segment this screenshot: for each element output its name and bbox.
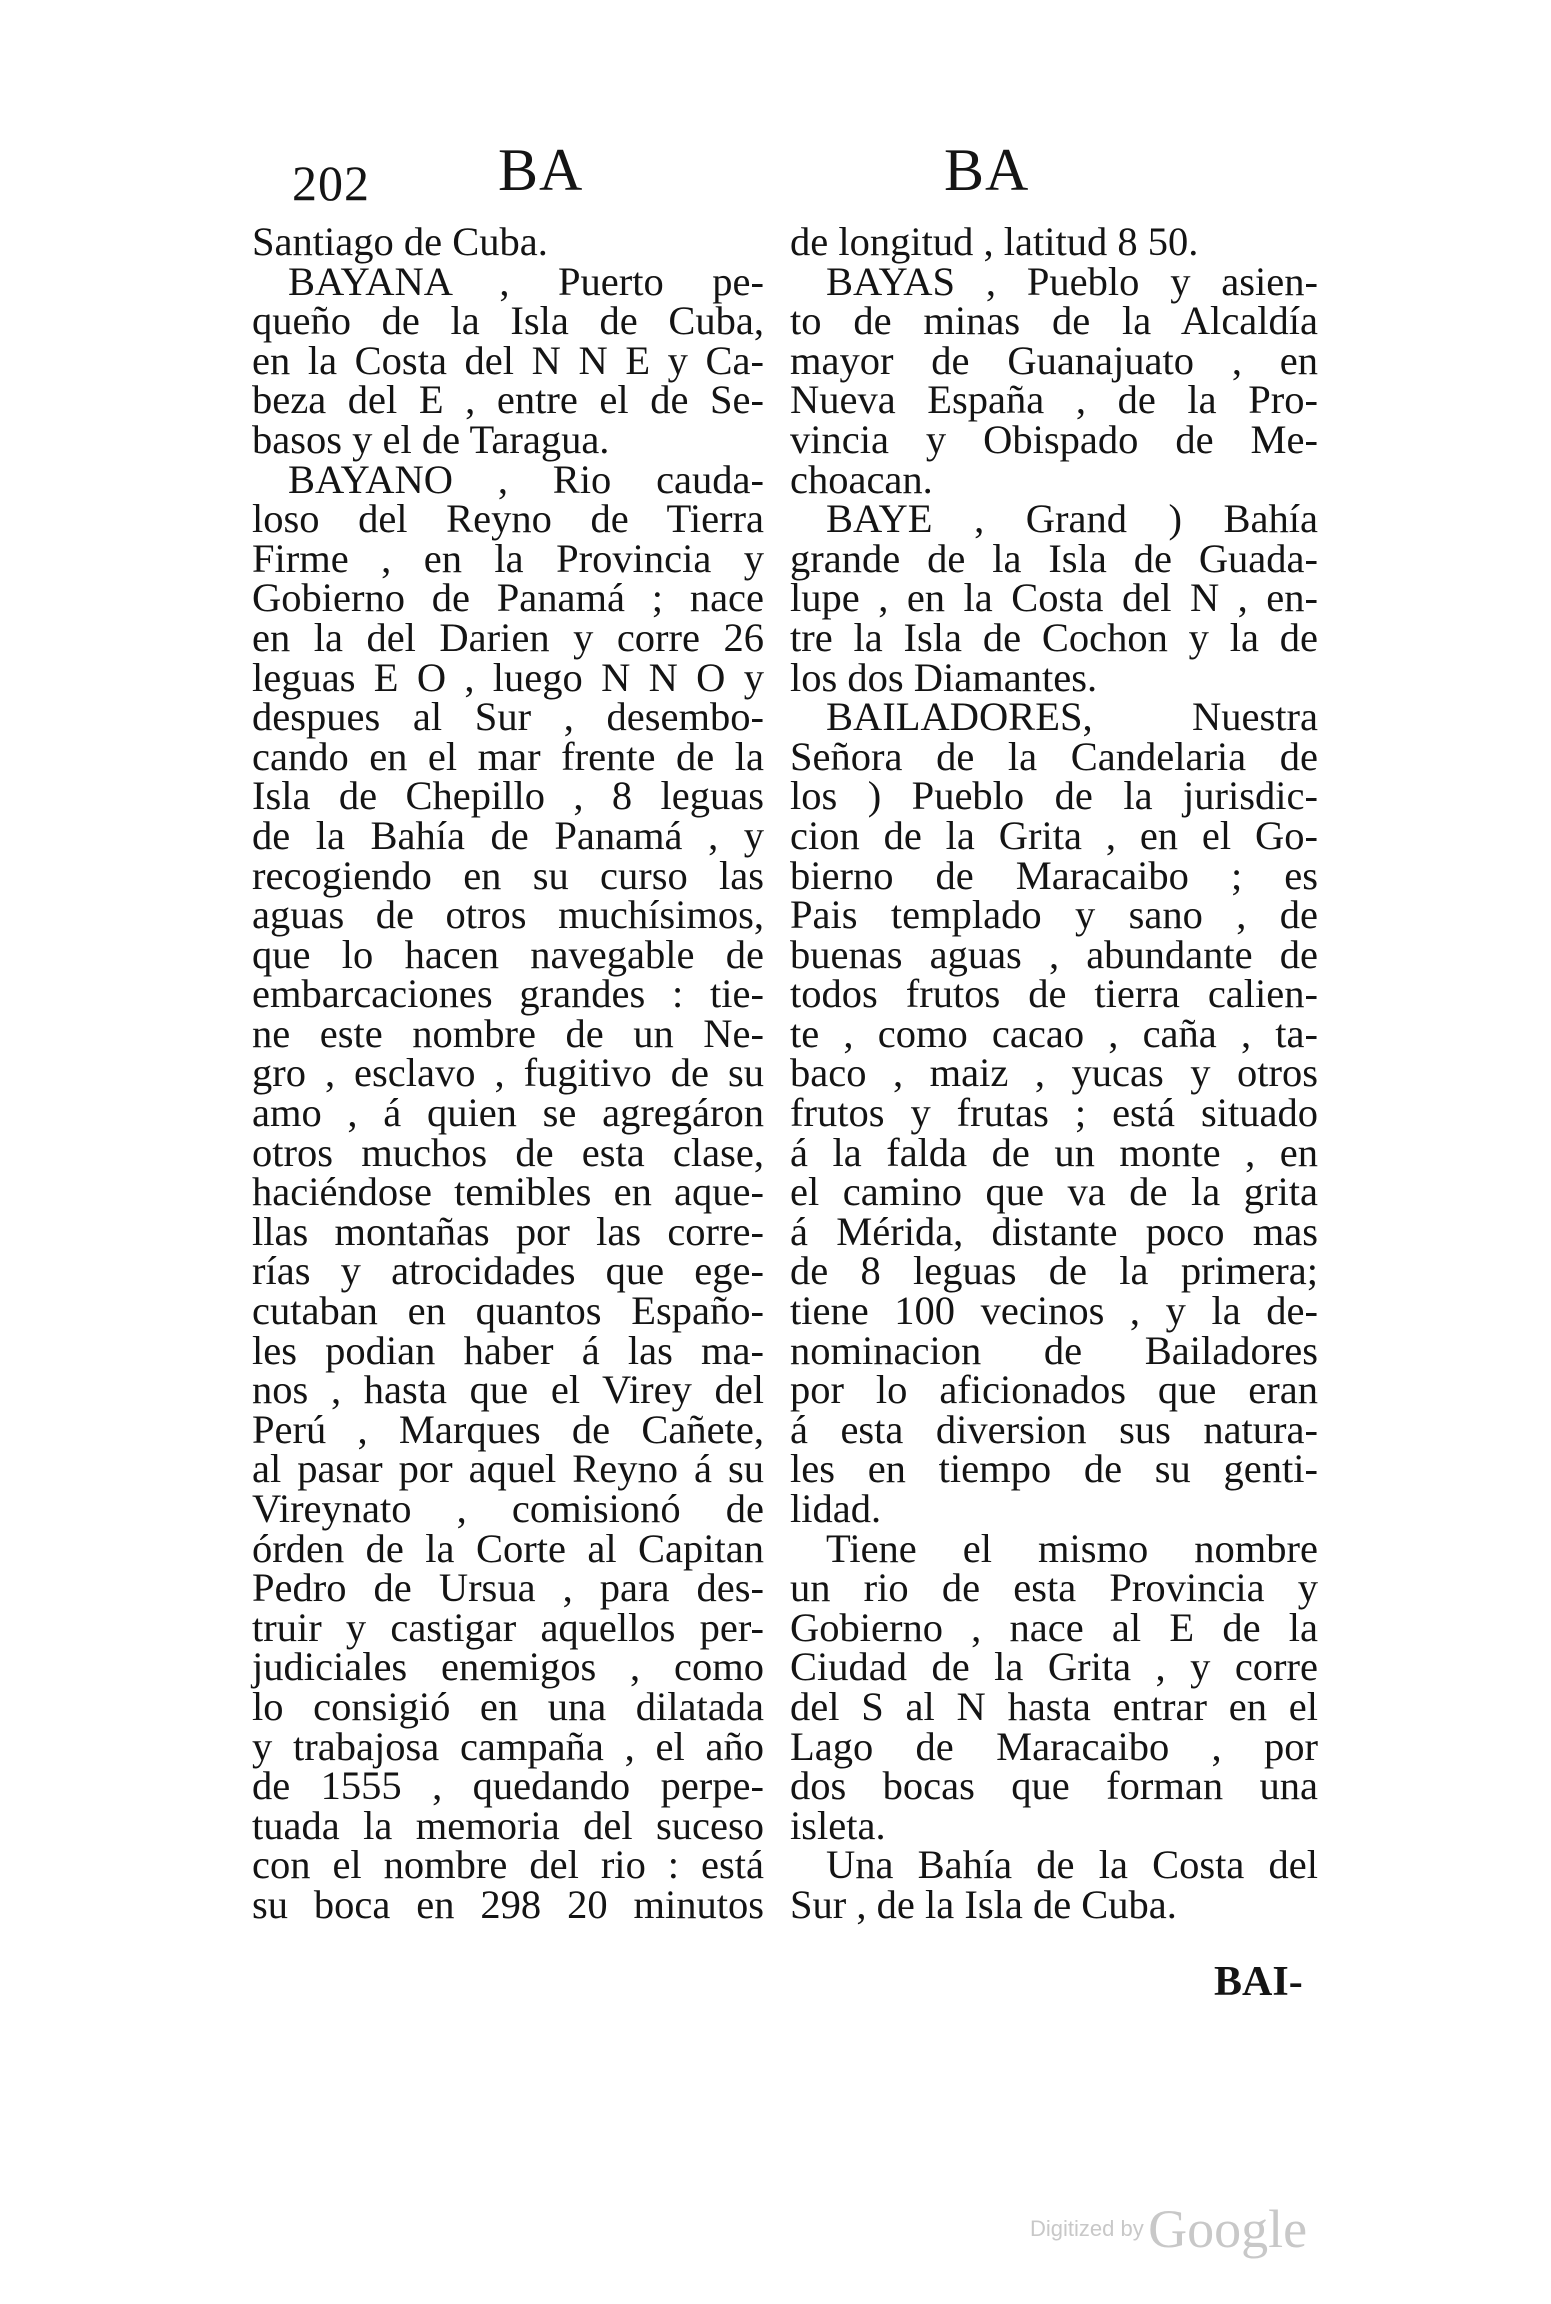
text-line: otros muchos de esta clase, (252, 1129, 764, 1175)
text-line: los dos Diamantes. (790, 654, 1098, 700)
text-line: BAYANA , Puerto pe- (288, 258, 764, 304)
text-line: lo consigió en una dilatada (252, 1683, 764, 1729)
text-line: frutos y frutas ; está situado (790, 1090, 1318, 1136)
google-logo: Google (1148, 2199, 1308, 2259)
text-line: lupe , en la Costa del N , en- (790, 575, 1318, 621)
text-line: á Mérida, distante poco mas (790, 1208, 1318, 1254)
text-line: Vireynato , comisionó de (252, 1486, 764, 1531)
text-line: al pasar por aquel Reyno á su (252, 1446, 764, 1492)
text-line: con el nombre del rio : está (252, 1842, 764, 1888)
text-line: vincia y Obispado de Me- (790, 416, 1318, 462)
text-line: tuada la memoria del suceso (252, 1802, 764, 1848)
left-text-column (252, 219, 764, 1927)
text-line: Santiago de Cuba. (252, 219, 548, 264)
text-line: Nueva España , de la Pro- (790, 377, 1318, 423)
text-line: cutaban en quantos Españo- (252, 1288, 764, 1334)
text-line: en la Costa del N N E y Ca- (252, 337, 764, 383)
text-line: judiciales enemigos , como (252, 1644, 764, 1690)
text-line: todos frutos de tierra calien- (790, 971, 1318, 1017)
text-line: tiene 100 vecinos , y la de- (790, 1288, 1318, 1334)
text-line: Una Bahía de la Costa del (826, 1842, 1318, 1888)
running-head-right: BA (944, 137, 1030, 203)
text-line: un rio de esta Provincia y (790, 1565, 1318, 1611)
text-line: te , como cacao , caña , ta- (790, 1010, 1318, 1056)
text-line: Gobierno , nace al E de la (790, 1604, 1318, 1650)
text-line: gro , esclavo , fugitivo de su (252, 1050, 764, 1096)
text-line: despues al Sur , desembo- (252, 694, 764, 740)
text-line: Ciudad de la Grita , y corre (790, 1644, 1318, 1690)
text-line: que lo hacen navegable de (252, 931, 764, 977)
text-line: BAYAS , Pueblo y asien- (826, 258, 1318, 304)
text-line: á la falda de un monte , en (790, 1129, 1318, 1175)
text-line: Señora de la Candelaria de (790, 733, 1318, 779)
text-line: les en tiempo de su genti- (790, 1446, 1318, 1492)
text-line: haciéndose temibles en aque- (252, 1169, 764, 1215)
running-head-left: BA (498, 137, 584, 203)
text-line: choacan. (790, 456, 933, 502)
text-line: Gobierno de Panamá ; nace (252, 575, 764, 621)
text-line: los ) Pueblo de la jurisdic- (790, 773, 1318, 819)
text-line: queño de la Isla de Cuba, (252, 298, 764, 344)
text-line: bierno de Maracaibo ; es (790, 852, 1318, 898)
text-line: y trabajosa campaña , el año (252, 1723, 764, 1769)
text-line: órden de la Corte al Capitan (252, 1525, 764, 1571)
text-line: embarcaciones grandes : tie- (252, 971, 764, 1017)
text-line: mayor de Guanajuato , en (790, 337, 1318, 383)
text-line: beza del E , entre el de Se- (252, 377, 764, 423)
text-line: en la del Darien y corre 26 (252, 614, 764, 660)
text-line: Sur , de la Isla de Cuba. (790, 1881, 1177, 1927)
text-line: Tiene el mismo nombre (826, 1525, 1318, 1571)
text-line: á esta diversion sus natura- (790, 1406, 1318, 1452)
text-line: Isla de Chepillo , 8 leguas (252, 773, 764, 819)
text-line: nos , hasta que el Virey del (252, 1367, 764, 1413)
text-line: Pedro de Ursua , para des- (252, 1565, 764, 1611)
text-line: buenas aguas , abundante de (790, 931, 1318, 977)
text-line: dos bocas que forman una (790, 1763, 1318, 1809)
text-line: to de minas de la Alcaldía (790, 298, 1318, 344)
text-line: cion de la Grita , en el Go- (790, 812, 1318, 858)
digitized-by-watermark (1030, 2198, 1307, 2260)
text-line: BAYANO , Rio cauda- (288, 456, 764, 502)
text-line: de 1555 , quedando perpe- (252, 1763, 764, 1809)
text-line: grande de la Isla de Guada- (790, 535, 1318, 581)
text-line: de 8 leguas de la primera; (790, 1248, 1318, 1294)
text-line: baco , maiz , yucas y otros (790, 1050, 1318, 1096)
digitized-prefix: Digitized by (1030, 2216, 1144, 2241)
text-line: rías y atrocidades que ege- (252, 1248, 764, 1294)
text-line: les podian haber á las ma- (252, 1327, 764, 1373)
text-line: amo , á quien se agregáron (252, 1090, 764, 1136)
text-line: tre la Isla de Cochon y la de (790, 614, 1318, 660)
text-line: isleta. (790, 1802, 886, 1848)
text-line: el camino que va de la grita (790, 1169, 1318, 1215)
text-line: nominacion de Bailadores (790, 1327, 1318, 1373)
text-line: Pais templado y sano , de (790, 892, 1318, 938)
text-line: lidad. (790, 1486, 882, 1531)
text-line: aguas de otros muchísimos, (252, 892, 764, 938)
text-line: recogiendo en su curso las (252, 852, 764, 898)
catchword: BAI- (1214, 1959, 1303, 2005)
text-line: BAYE , Grand ) Bahía (826, 496, 1318, 542)
text-line: cando en el mar frente de la (252, 733, 764, 779)
text-line: llas montañas por las corre- (252, 1208, 764, 1254)
text-line: truir y castigar aquellos per- (252, 1604, 764, 1650)
text-line: BAILADORES, Nuestra (826, 694, 1318, 740)
right-text-column (790, 219, 1318, 1927)
text-line: loso del Reyno de Tierra (252, 496, 764, 542)
page-number: 202 (292, 155, 370, 211)
text-line: basos y el de Taragua. (252, 416, 610, 462)
text-line: leguas E O , luego N N O y (252, 654, 764, 700)
text-line: de longitud , latitud 8 50. (790, 219, 1199, 264)
text-line: su boca en 298 20 minutos (252, 1881, 764, 1927)
text-line: por lo aficionados que eran (790, 1367, 1318, 1413)
text-line: ne este nombre de un Ne- (252, 1010, 764, 1056)
text-line: Perú , Marques de Cañete, (252, 1406, 764, 1452)
text-line: del S al N hasta entrar en el (790, 1683, 1318, 1729)
text-line: de la Bahía de Panamá , y (252, 812, 764, 858)
text-line: Firme , en la Provincia y (252, 535, 764, 581)
text-line: Lago de Maracaibo , por (790, 1723, 1318, 1769)
